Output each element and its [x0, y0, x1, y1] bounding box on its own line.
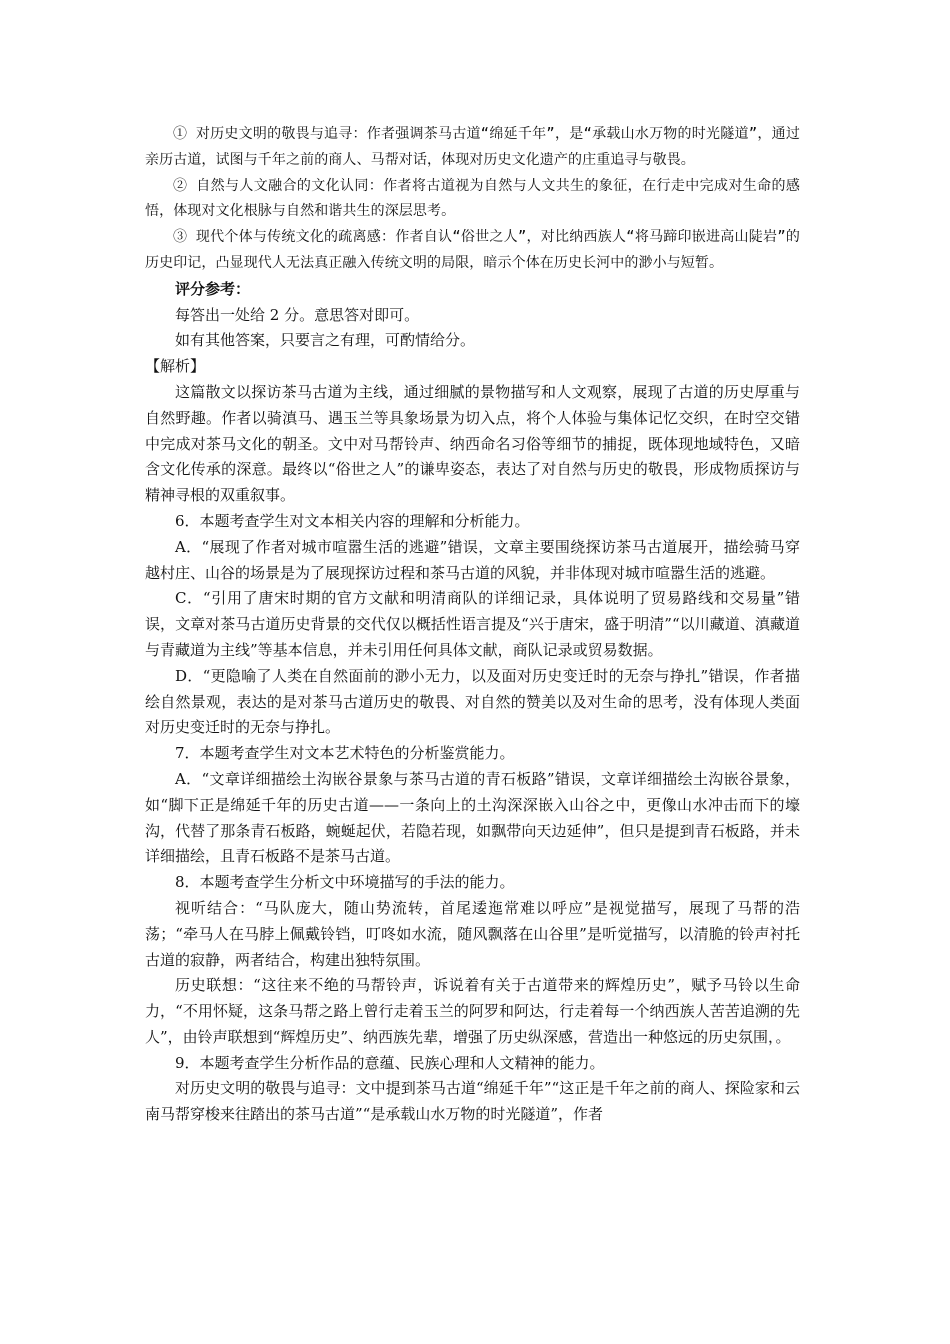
question-8-historical: 历史联想：“这往来不绝的马帮铃声，诉说着有关于古道带来的辉煌历史”，赋予马铃以生命力，“不用怀疑，这条马帮之路上曾行走着玉兰的阿罗和阿达，行走着每一个纳西族人苦苦追溯的先人”，由铃声联想到“辉煌历史”、纳西族先辈，增强了历史纵深感，营造出一种悠远的历史氛围，。 — [145, 976, 800, 1046]
question-7-option-a: A．“文章详细描绘土沟嵌谷景象与茶马古道的青石板路”错误，文章详细描绘土沟嵌谷景象，如“脚下正是绵延千年的历史古道——一条向上的土沟深深嵌入山谷之中，更像山水冲击而下的壕沟，代替了那条青石板路，蜿蜒起伏，若隐若现，如飘带向天边延伸”，但只是提到青石板路，并未详细描绘，且青石板路不是茶马古道。 — [145, 769, 800, 866]
answer-point-3: ③ 现代个体与传统文化的疏离感：作者自认“俗世之人”，对比纳西族人“将马蹄印嵌进高山陡岩”的历史印记，凸显现代人无法真正融入传统文明的局限，暗示个体在历史长河中的渺小与短暂。 — [145, 229, 800, 271]
question-8-audiovisual: 视听结合：“马队庞大，随山势流转，首尾逶迤常难以呼应”是视觉描写，展现了马帮的浩荡；“牵马人在马脖上佩戴铃铛，叮咚如水流，随风飘落在山谷里”是听觉描写，以清脆的铃声衬托古道的寂静，两者结合，构建出独特氛围。 — [145, 898, 800, 969]
analysis-heading: 【解析】 — [145, 357, 206, 376]
answer-point-2: ② 自然与人文融合的文化认同：作者将古道视为自然与人文共生的象征，在行走中完成对生命的感悟，体现对文化根脉与自然和谐共生的深层思考。 — [145, 177, 800, 220]
scoring-title: 评分参考： — [175, 279, 251, 298]
question-6-option-d: D．“更隐喻了人类在自然面前的渺小无力，以及面对历史变迁时的无奈与挣扎”错误，作者描绘自然景观，表达的是对茶马古道历史的敬畏、对自然的赞美以及对生命的思考，没有体现人类面对历史变迁时的无奈与挣扎。 — [145, 666, 800, 737]
question-7-heading: 7．本题考查学生对文本艺术特色的分析鉴赏能力。 — [175, 744, 515, 763]
question-6-option-c: C．“引用了唐宋时期的官方文献和明清商队的详细记录，具体说明了贸易路线和交易量”错误，文章对茶马古道历史背景的交代仅以概括性语言提及“兴于唐宋，盛于明清”“以川藏道、滇藏道与青藏道为主线”等基本信息，并未引用任何具体文献，商队记录或贸易数据。 — [145, 589, 800, 659]
question-6-heading: 6．本题考查学生对文本相关内容的理解和分析能力。 — [175, 511, 530, 530]
question-9-heading: 9．本题考查学生分析作品的意蕴、民族心理和人文精神的能力。 — [175, 1053, 605, 1072]
document-page — [145, 122, 800, 1128]
question-8-heading: 8．本题考查学生分析文中环境描写的手法的能力。 — [175, 873, 515, 892]
scoring-line: 每答出一处给 2 分。意思答对即可。 — [175, 305, 420, 324]
answer-point-1: ① 对历史文明的敬畏与追寻：作者强调茶马古道“绵延千年”，是“承载山水万物的时光隧道”，通过亲历古道，试图与千年之前的商人、马帮对话，体现对历史文化遗产的庄重追寻与敬畏。 — [145, 126, 800, 168]
question-6-option-a: A．“展现了作者对城市喧嚣生活的逃避”错误，文章主要围绕探访茶马古道展开，描绘骑马穿越村庄、山谷的场景是为了展现探访过程和茶马古道的风貌，并非体现对城市喧嚣生活的逃避。 — [145, 537, 800, 582]
question-9-point-1: 对历史文明的敬畏与追寻：文中提到茶马古道“绵延千年”“这正是千年之前的商人、探险家和云南马帮穿梭来往踏出的茶马古道”“是承载山水万物的时光隧道”，作者 — [145, 1079, 800, 1124]
analysis-paragraph: 这篇散文以探访茶马古道为主线，通过细腻的景物描写和人文观察，展现了古道的历史厚重与自然野趣。作者以骑滇马、遇玉兰等具象场景为切入点，将个人体验与集体记忆交织，在时空交错中完成对茶马文化的朝圣。文中对马帮铃声、纳西命名习俗等细节的捕捉，既体现地域特色，又暗含文化传承的深意。最终以“俗世之人”的谦卑姿态，表达了对自然与历史的敬畏，形成物质探访与精神寻根的双重叙事。 — [145, 382, 800, 505]
scoring-line: 如有其他答案，只要言之有理，可酌情给分。 — [175, 331, 476, 350]
